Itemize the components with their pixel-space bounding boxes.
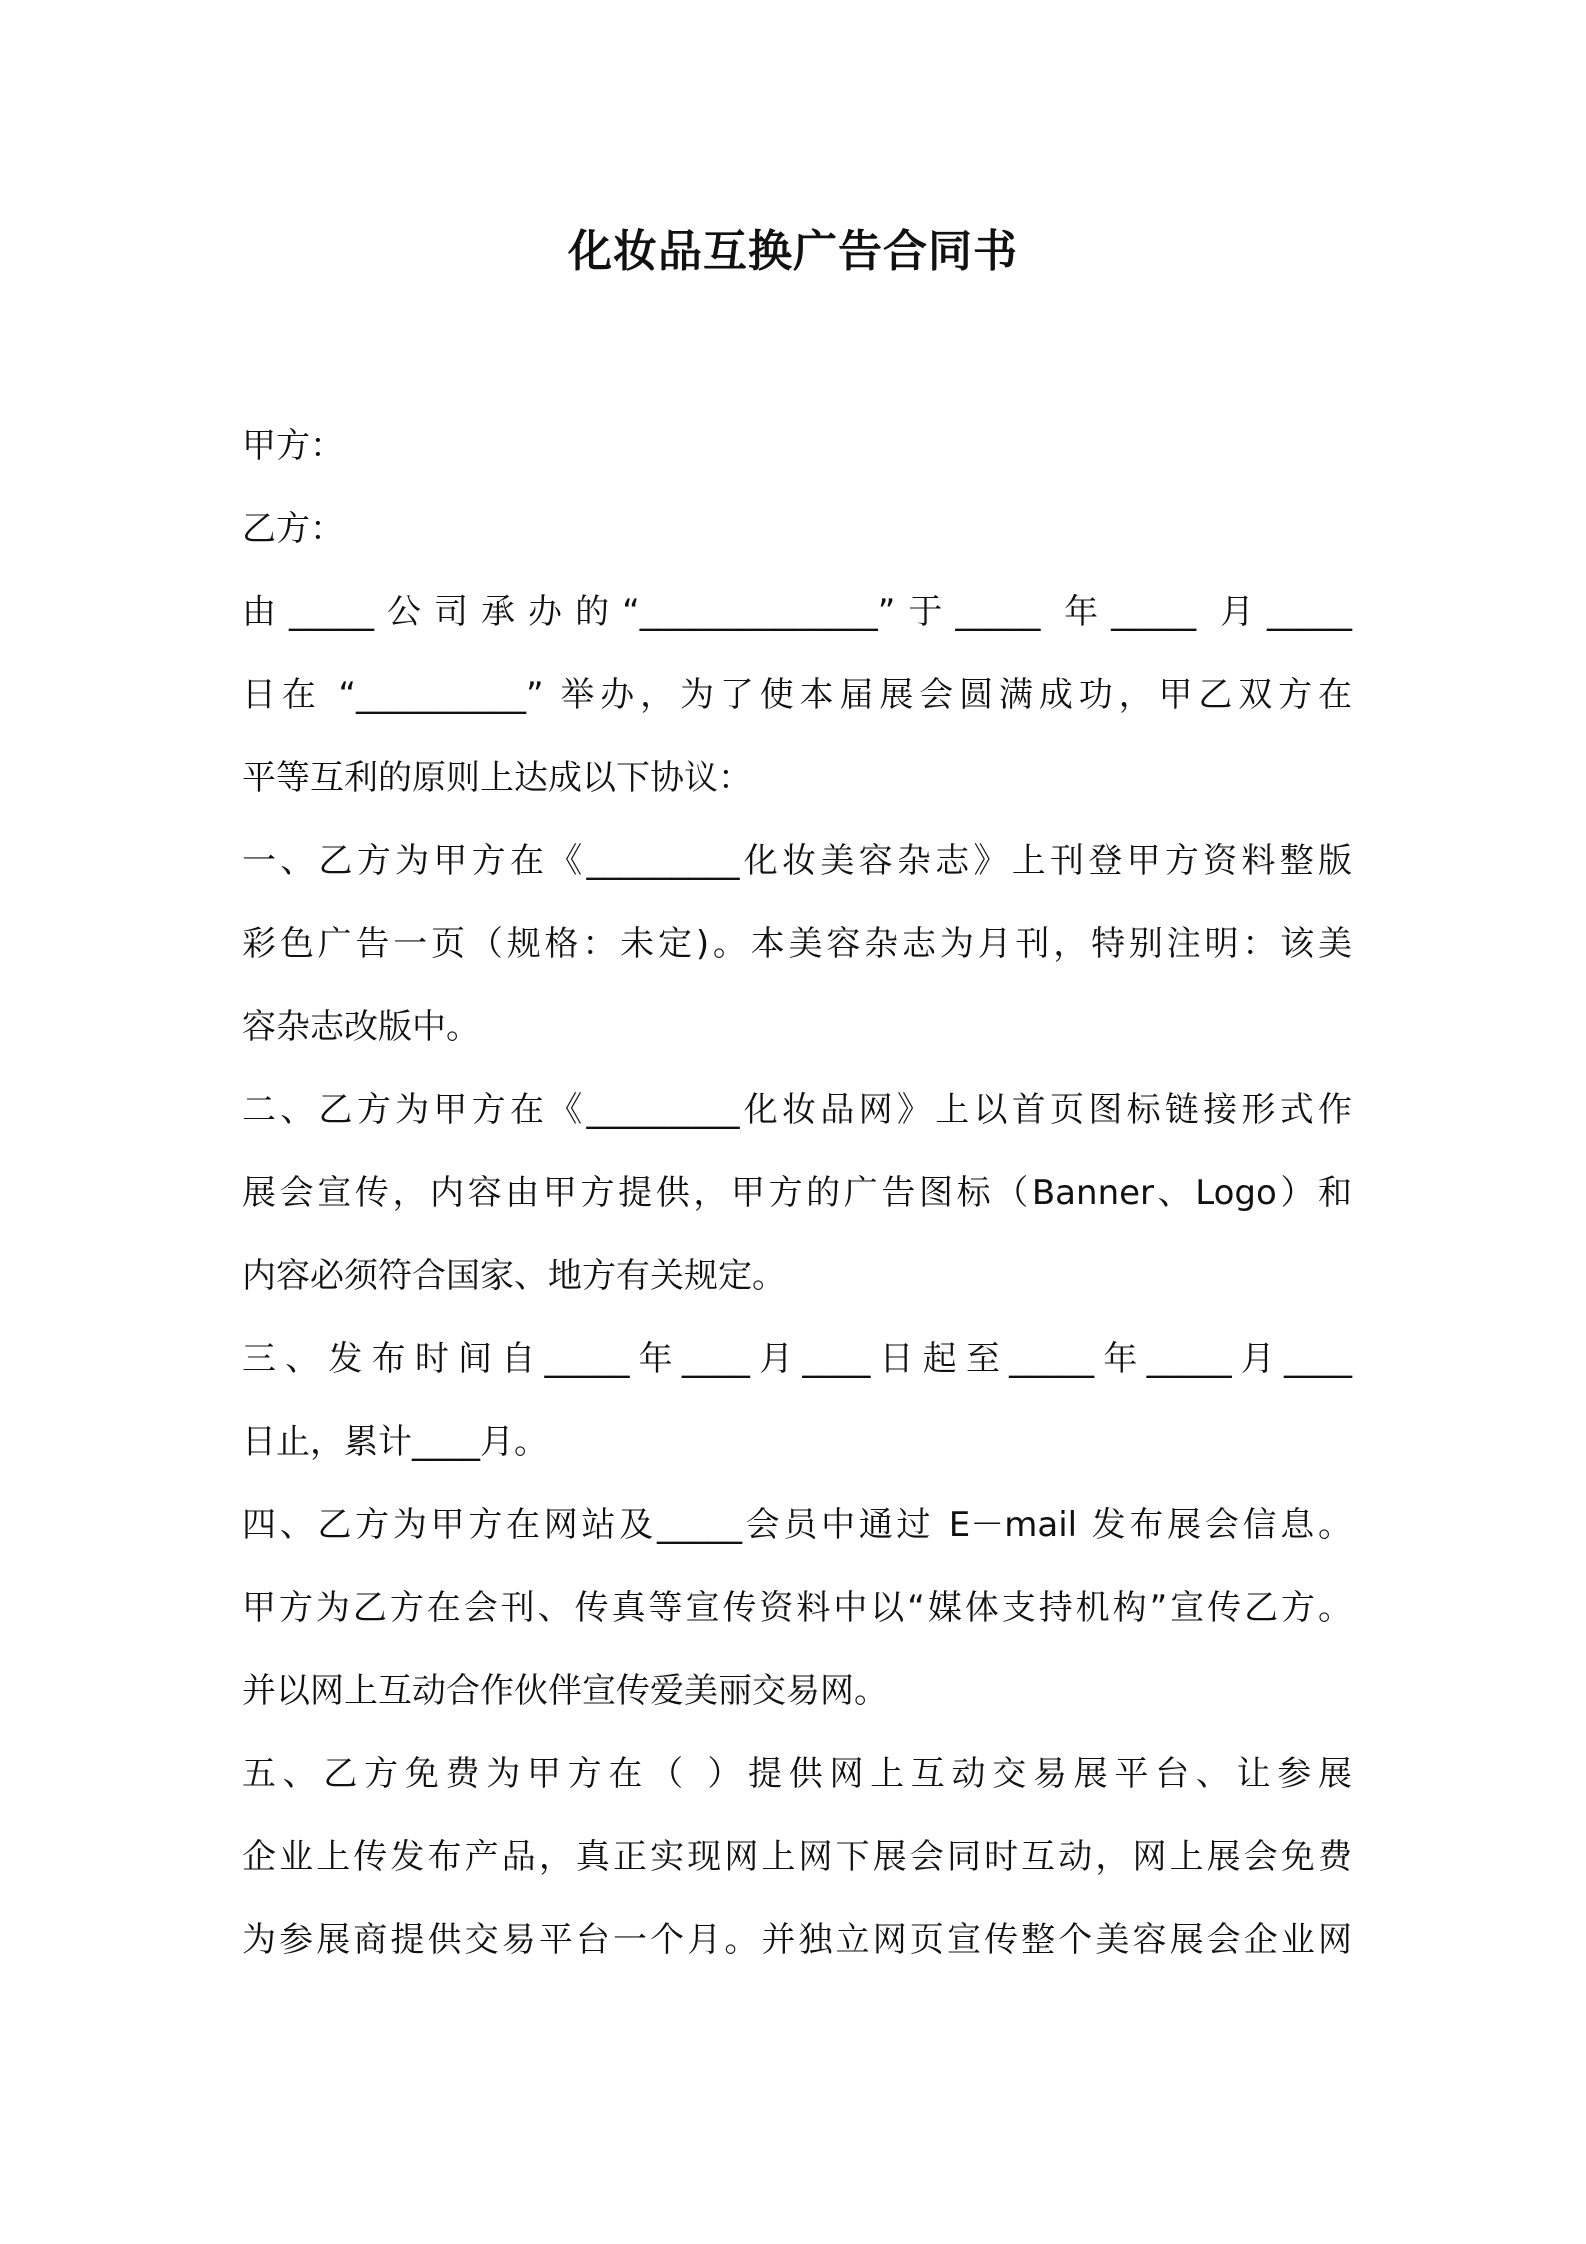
clause-5-line-3: 为参展商提供交易平台一个月。并独立网页宣传整个美容展会企业网 <box>242 1920 1352 1960</box>
clause-2-line-1: 二、乙方为甲方在《_________化妆品网》上以首页图标链接形式作 <box>242 1090 1352 1130</box>
intro-line-2: 日在 “__________” 举办，为了使本届展会圆满成功，甲乙双方在 <box>242 675 1352 715</box>
clause-4-line-3: 并以网上互动合作伙伴宣传爱美丽交易网。 <box>242 1671 888 1711</box>
clause-1-line-3: 容杂志改版中。 <box>242 1007 480 1047</box>
document-body <box>242 405 1352 1982</box>
document-title: 化妆品互换广告合同书 <box>568 226 1018 277</box>
party-a-line: 甲方： <box>242 426 344 466</box>
clause-3-line-2: 日止，累计____月。 <box>242 1422 548 1462</box>
intro-line-3: 平等互利的原则上达成以下协议： <box>242 758 752 798</box>
clause-2-line-3: 内容必须符合国家、地方有关规定。 <box>242 1256 786 1296</box>
clause-5-line-2: 企业上传发布产品，真正实现网上网下展会同时互动，网上展会免费 <box>242 1837 1352 1877</box>
clause-4-line-1: 四、乙方为甲方在网站及_____会员中通过 E－mail 发布展会信息。 <box>242 1505 1352 1545</box>
clause-2-line-2: 展会宣传，内容由甲方提供，甲方的广告图标（Banner、Logo）和 <box>242 1173 1352 1213</box>
clause-4-line-2: 甲方为乙方在会刊、传真等宣传资料中以“媒体支持机构”宣传乙方。 <box>242 1588 1352 1628</box>
party-b-line: 乙方： <box>242 509 344 549</box>
clause-1-line-2: 彩色广告一页（规格：未定)。本美容杂志为月刊，特别注明：该美 <box>242 924 1352 964</box>
clause-1-line-1: 一、乙方为甲方在《_________化妆美容杂志》上刊登甲方资料整版 <box>242 841 1352 881</box>
clause-3-line-1: 三、发布时间自_____年____月____日起至_____年_____月____ <box>242 1339 1352 1379</box>
intro-line-1: 由_____公司承办的“______________”于_____ 年_____ 月_____ <box>242 592 1352 632</box>
clause-5-line-1: 五、乙方免费为甲方在（ ）提供网上互动交易展平台、让参展 <box>242 1754 1352 1794</box>
